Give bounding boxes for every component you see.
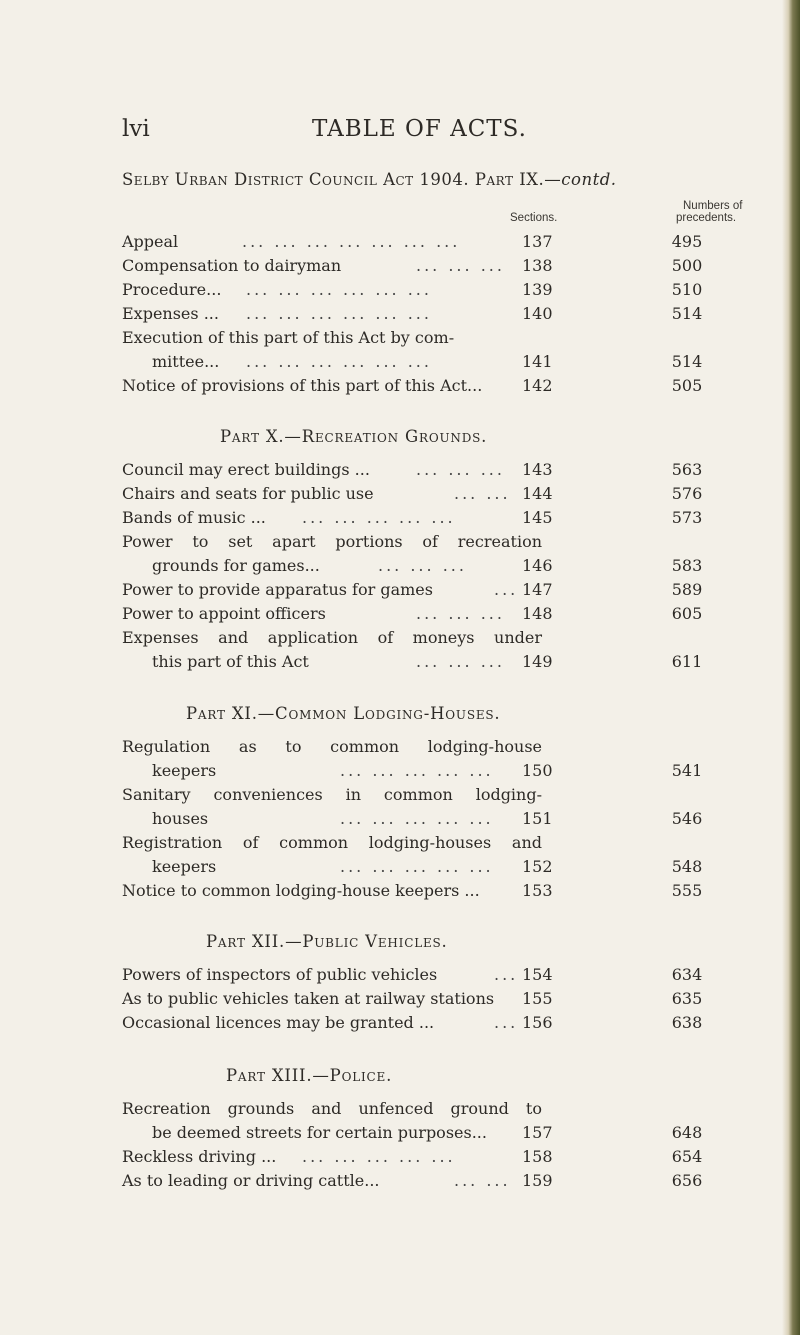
act-title-contd: contd. [561,170,617,189]
table-row: grounds for games... ... ... ... 146 583 [152,556,703,575]
act-title [122,170,617,189]
part-x-heading: Part X.—Recreation Grounds. [220,427,488,446]
table-row: Chairs and seats for public use ... ... 144 576 [122,484,703,503]
sections-column-label: Sections. [510,212,558,224]
table-row: Council may erect buildings ... ... ... ... 143 563 [122,460,703,479]
table-row: Bands of music ... ... ... ... ... ... 145 573 [122,508,703,527]
page-edge-shadow [782,0,800,1335]
table-row: Occasional licences may be granted ... ... 156 638 [122,1013,703,1032]
table-row: Registration of common lodging-houses and [122,833,542,852]
table-row: Reckless driving ... ... ... ... ... ... 158 654 [122,1147,703,1166]
table-row: Power to set apart portions of recreation [122,532,542,551]
table-row: keepers ... ... ... ... ... 152 548 [152,857,703,876]
table-row: Procedure... ... ... ... ... ... ... 139 510 [122,280,703,299]
table-row: Power to provide apparatus for games ... 147 589 [122,580,703,599]
running-title: TABLE OF ACTS. [312,116,527,142]
part-xii-heading: Part XII.—Public Vehicles. [206,932,448,951]
table-row: Expenses and application of moneys under [122,628,542,647]
table-row: this part of this Act ... ... ... 149 611 [152,652,703,671]
precedents-column-label-line1: Numbers of [683,200,743,212]
table-row: As to public vehicles taken at railway stations 155 635 [122,989,703,1008]
table-row: Appeal ... ... ... ... ... ... ... 137 495 [122,232,703,251]
table-row: Regulation as to common lodging-house [122,737,542,756]
table-row: Powers of inspectors of public vehicles ... 154 634 [122,965,703,984]
table-row: be deemed streets for certain purposes... 157 648 [152,1123,703,1142]
act-title-main: Selby Urban District Council Act 1904. Part IX.— [122,170,562,189]
table-row: Recreation grounds and unfenced ground to [122,1099,542,1118]
table-row: keepers ... ... ... ... ... 150 541 [152,761,703,780]
page-header [122,116,682,156]
table-row: As to leading or driving cattle... ... ... 159 656 [122,1171,703,1190]
precedents-column-label-line2: precedents. [676,212,737,224]
table-row: Notice to common lodging-house keepers ... 153 555 [122,881,703,900]
part-xiii-heading: Part XIII.—Police. [226,1066,393,1085]
table-row: mittee... ... ... ... ... ... ... 141 514 [152,352,703,371]
table-row: Expenses ... ... ... ... ... ... ... 140 514 [122,304,703,323]
table-row: houses ... ... ... ... ... 151 546 [152,809,703,828]
table-row: Compensation to dairyman ... ... ... 138 500 [122,256,703,275]
table-row: Power to appoint officers ... ... ... 148 605 [122,604,703,623]
table-row: Sanitary conveniences in common lodging- [122,785,542,804]
table-row: Execution of this part of this Act by com- [122,328,455,347]
page-number: lvi [122,116,150,142]
table-row: Notice of provisions of this part of this Act... 142 505 [122,376,703,395]
part-xi-heading: Part XI.—Common Lodging-Houses. [186,704,501,723]
